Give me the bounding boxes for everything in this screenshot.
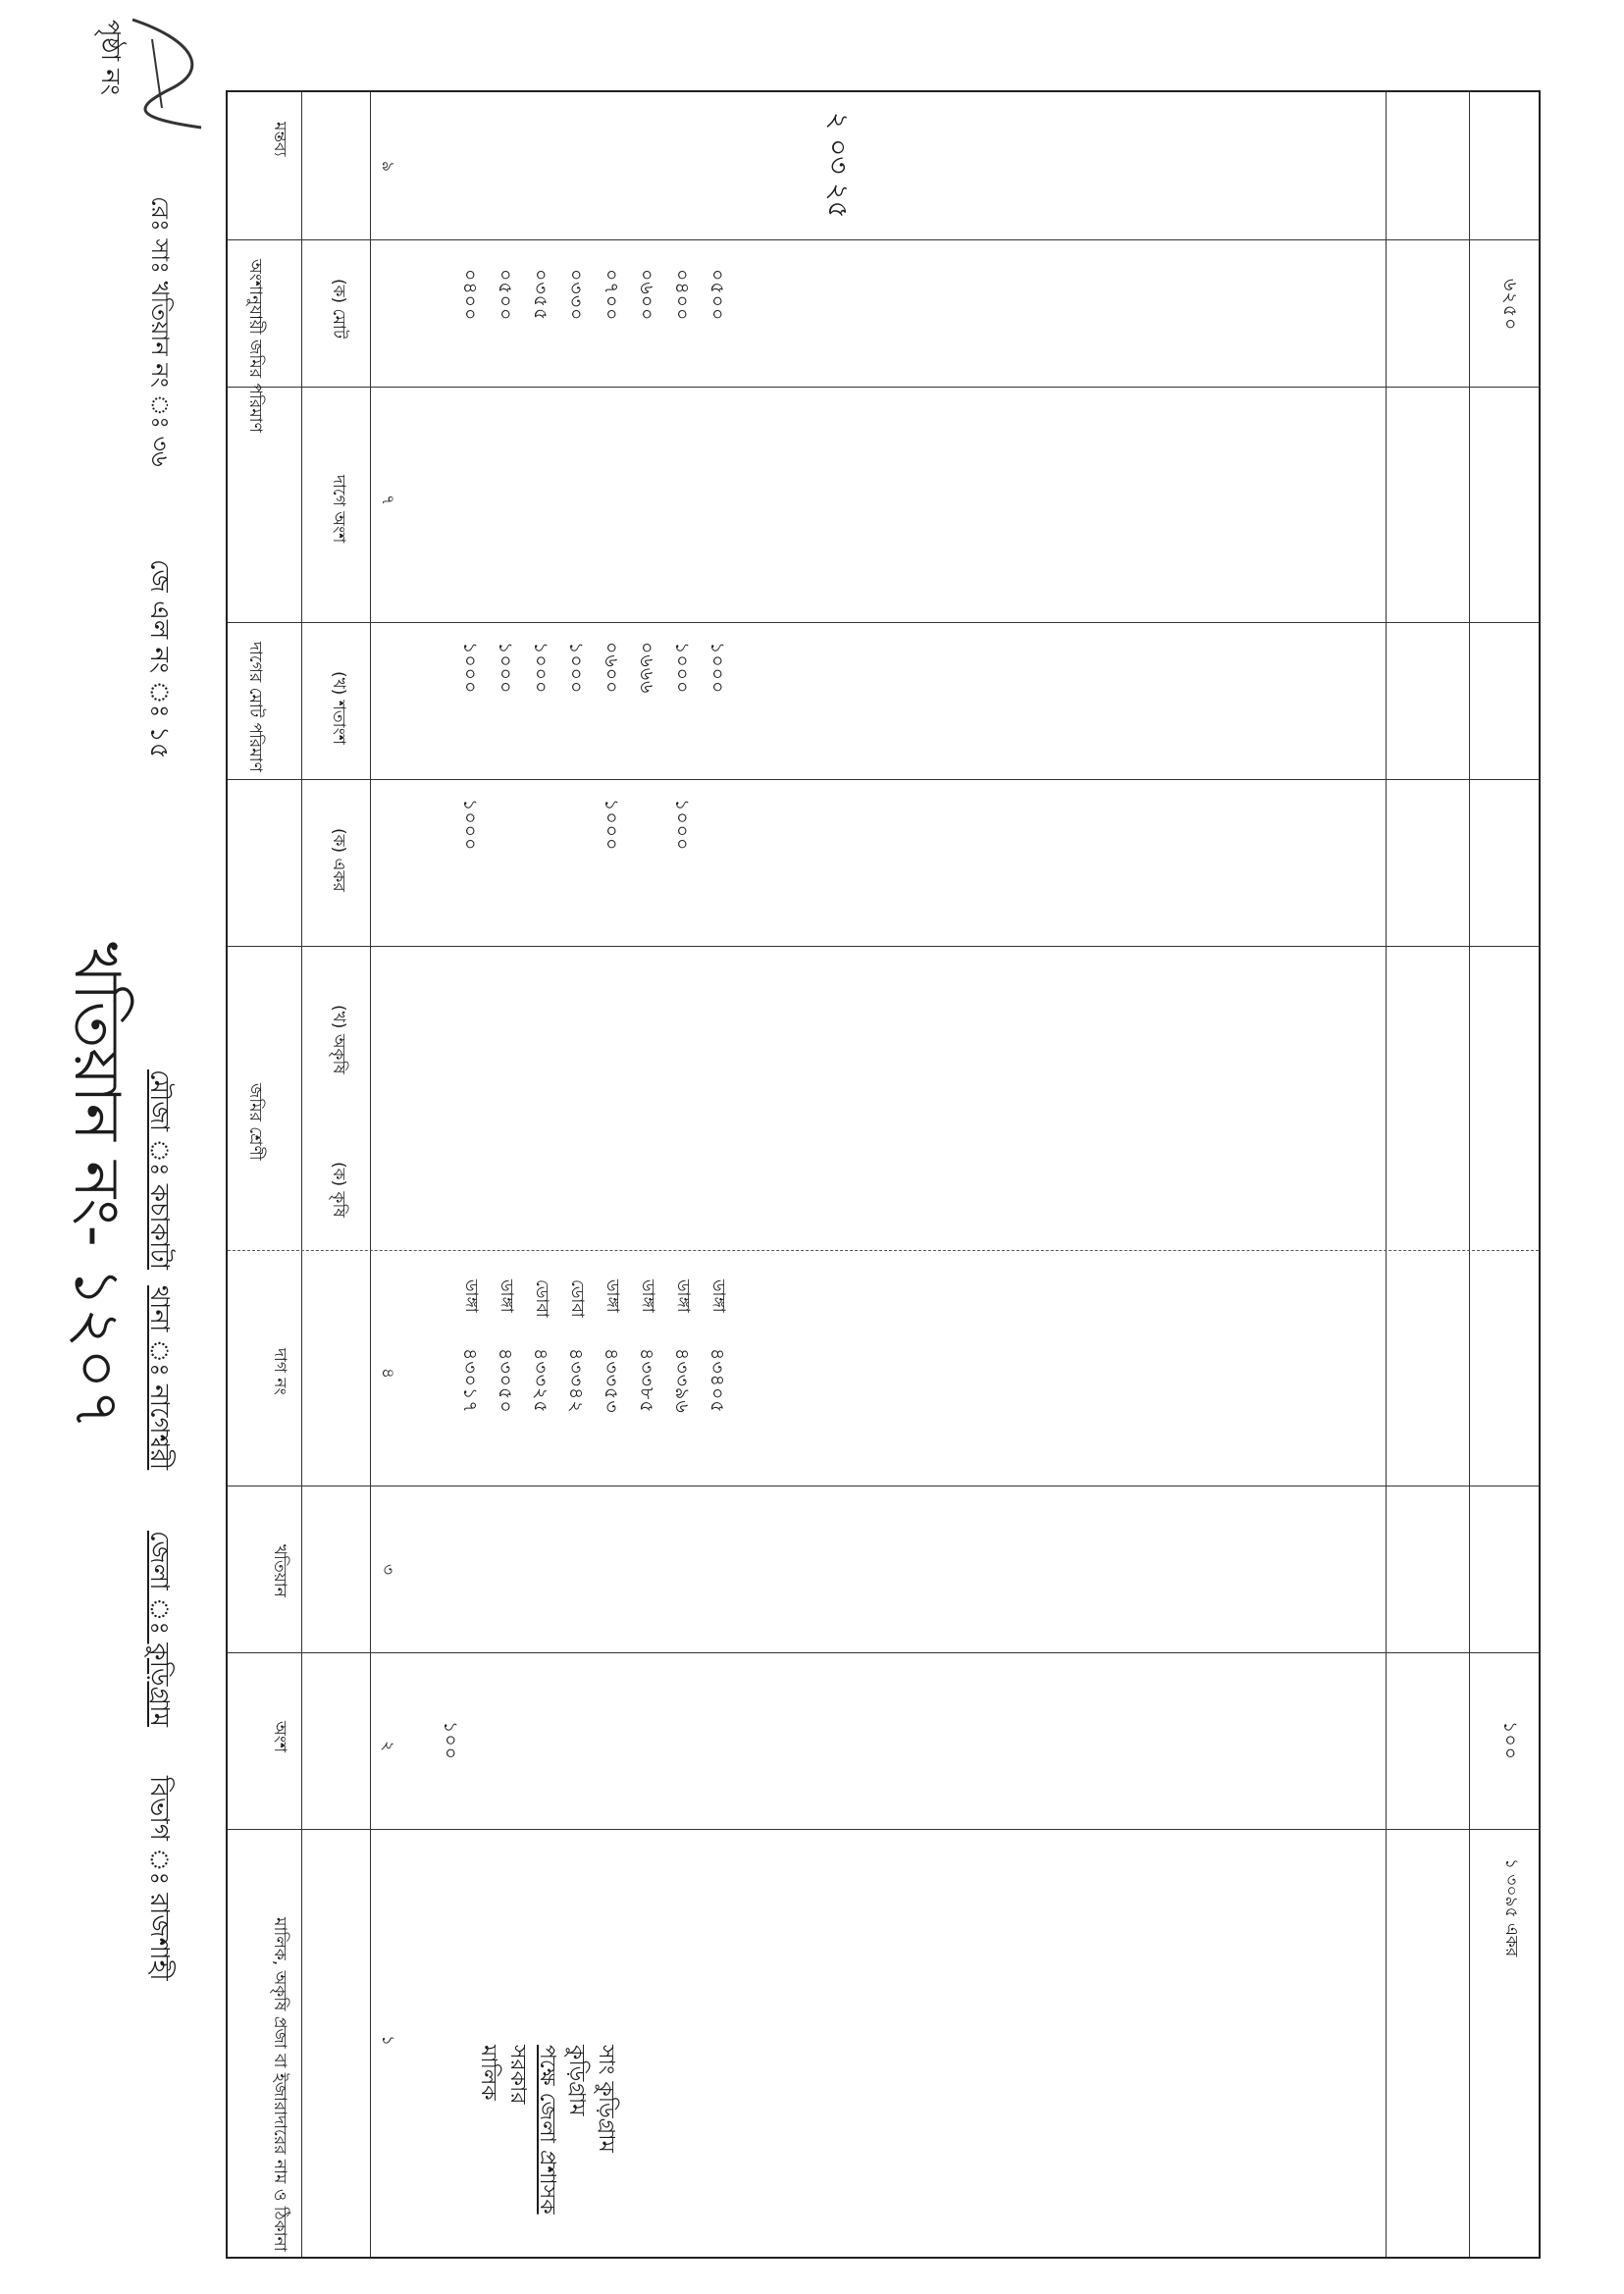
jl-number: জে এল নং ঃ ১৫ (144, 559, 174, 759)
cell-share: ১০০০ (530, 642, 551, 695)
cell-area-total: ০৪০০ (671, 269, 693, 322)
area-acre-header: (ক) একর (329, 828, 348, 892)
col-number-1: ১ (378, 2035, 397, 2047)
cell-area-a: ১০০০ (671, 799, 693, 852)
cell-dag: ৪৩৩৪২ (565, 1348, 587, 1414)
cell-area-total: ০৫০০ (707, 269, 728, 322)
share-in-dag-header: দাগে অংশ (329, 475, 348, 544)
cell-area-total: ০৩৩০ (565, 269, 587, 322)
cell-area-total: ০৩৫৫ (530, 269, 551, 322)
cell-area-total: ০৭০০ (601, 269, 622, 322)
cell-share: ০৬৬৬ (636, 642, 657, 695)
page-number-label: পৃষ্ঠা নং (95, 20, 125, 96)
cell-dag: ৪৩৩৮৫ (636, 1348, 657, 1414)
cell-class-a: ডোবা (567, 1279, 587, 1318)
col-number-4: ৪ (378, 1368, 397, 1380)
cell-area-total: ০৫০০ (495, 269, 516, 322)
cell-class-a: ডাঙ্গা (673, 1279, 693, 1313)
thana-label: থানা ঃ নাগেশ্বরী (144, 1285, 174, 1471)
cell-dag: ৪৩৪০৫ (707, 1348, 728, 1414)
division-label: বিভাগ ঃ রাজশাহী (144, 1776, 174, 1981)
cell-area-a: ১০০০ (459, 799, 481, 852)
total-area-note: ১ ৩০৯৫ একর (1501, 1858, 1521, 1957)
land-class-header: জমির শ্রেণী (245, 1083, 265, 1161)
area-percent-header: (খ) শতাংশ (329, 671, 348, 745)
rs-khatian-number: রেঃ সাঃ খতিয়ান নং ঃ ৩৬ (146, 196, 174, 467)
owner-line-4: কুড়িগ্রাম (564, 2045, 589, 2116)
cell-share: ১০০০ (671, 642, 693, 695)
owner-share: ১০০ (440, 1721, 461, 1761)
cell-dag: ৪৩০৫০ (495, 1348, 516, 1414)
cell-class-a: ডাঙ্গা (708, 1279, 728, 1313)
col-number-7: ৭ (378, 495, 397, 506)
land-class-nonagri-header: (খ) অকৃষি (329, 1005, 348, 1074)
owner-line-5: সাং কুড়িগ্রাম (594, 2045, 618, 2153)
mouza-label: মৌজা ঃ কচাকাটা (144, 1069, 174, 1271)
land-class-agri-header: (ক) কৃষি (329, 1162, 348, 1218)
share-column-header: অংশ (270, 1721, 289, 1753)
khatian-column-header: খতিয়ান (270, 1544, 289, 1597)
cell-share: ০৬০০ (601, 642, 622, 695)
cell-dag: ৪৩৩২৫ (530, 1348, 551, 1414)
cell-share: ১০০০ (565, 642, 587, 695)
khatian-title: খতিয়ান নং- ১২০৭ (60, 942, 132, 1431)
cell-area-total: ০৬০০ (636, 269, 657, 322)
cell-class-a: ডাঙ্গা (602, 1279, 622, 1313)
cell-share: ১০০০ (495, 642, 516, 695)
cell-dag: ৪৩৩৫৩ (601, 1348, 622, 1414)
dag-column-header: দাগ নং (270, 1348, 289, 1395)
cell-dag: ৪৩৩৯৬ (671, 1348, 693, 1414)
total-share: ১০০ (1499, 1721, 1521, 1761)
remarks-header: মন্তব্য (270, 122, 289, 157)
district-label: জেলা ঃ কুড়িগ্রাম (144, 1531, 174, 1728)
cell-class-a: ডাঙ্গা (497, 1279, 516, 1313)
cell-area-total: ০৪০০ (459, 269, 481, 322)
cell-dag: ৪৩০১৭ (459, 1348, 481, 1414)
area-total-header: (ক) মোট (329, 279, 348, 339)
owner-column-header: মালিক, অকৃষি প্রজা বা ইজারাদারের নাম ও ঠিকানা (270, 1917, 289, 2252)
cell-class-a: ডাঙ্গা (638, 1279, 657, 1313)
cell-class-a: ডোবা (532, 1279, 551, 1318)
khatian-table (226, 90, 1541, 2259)
owner-line-1: মালিক (476, 2045, 500, 2101)
owner-line-3: পক্ষে জেলা প্রশাসক (535, 2045, 559, 2215)
col-number-9: ৯ (378, 161, 397, 173)
col-number-3: ৩ (378, 1564, 397, 1576)
area-group-header: দাগের মোট পরিমাণ (245, 642, 265, 772)
area-in-khatian-header: অংশানুযায়ী জমির পরিমাণ (245, 259, 265, 433)
cell-share: ১০০০ (459, 642, 481, 695)
signature-mark (113, 0, 231, 137)
handwritten-date-note: ২ ০৩ ২৫ (822, 112, 855, 219)
cell-share: ১০০০ (707, 642, 728, 695)
cell-class-a: ডাঙ্গা (461, 1279, 481, 1313)
cell-area-a: ১০০০ (601, 799, 622, 852)
total-area-sum: ৬২৫০ (1499, 279, 1521, 332)
owner-line-2: সরকার (505, 2045, 530, 2105)
col-number-2: ২ (378, 1741, 397, 1752)
